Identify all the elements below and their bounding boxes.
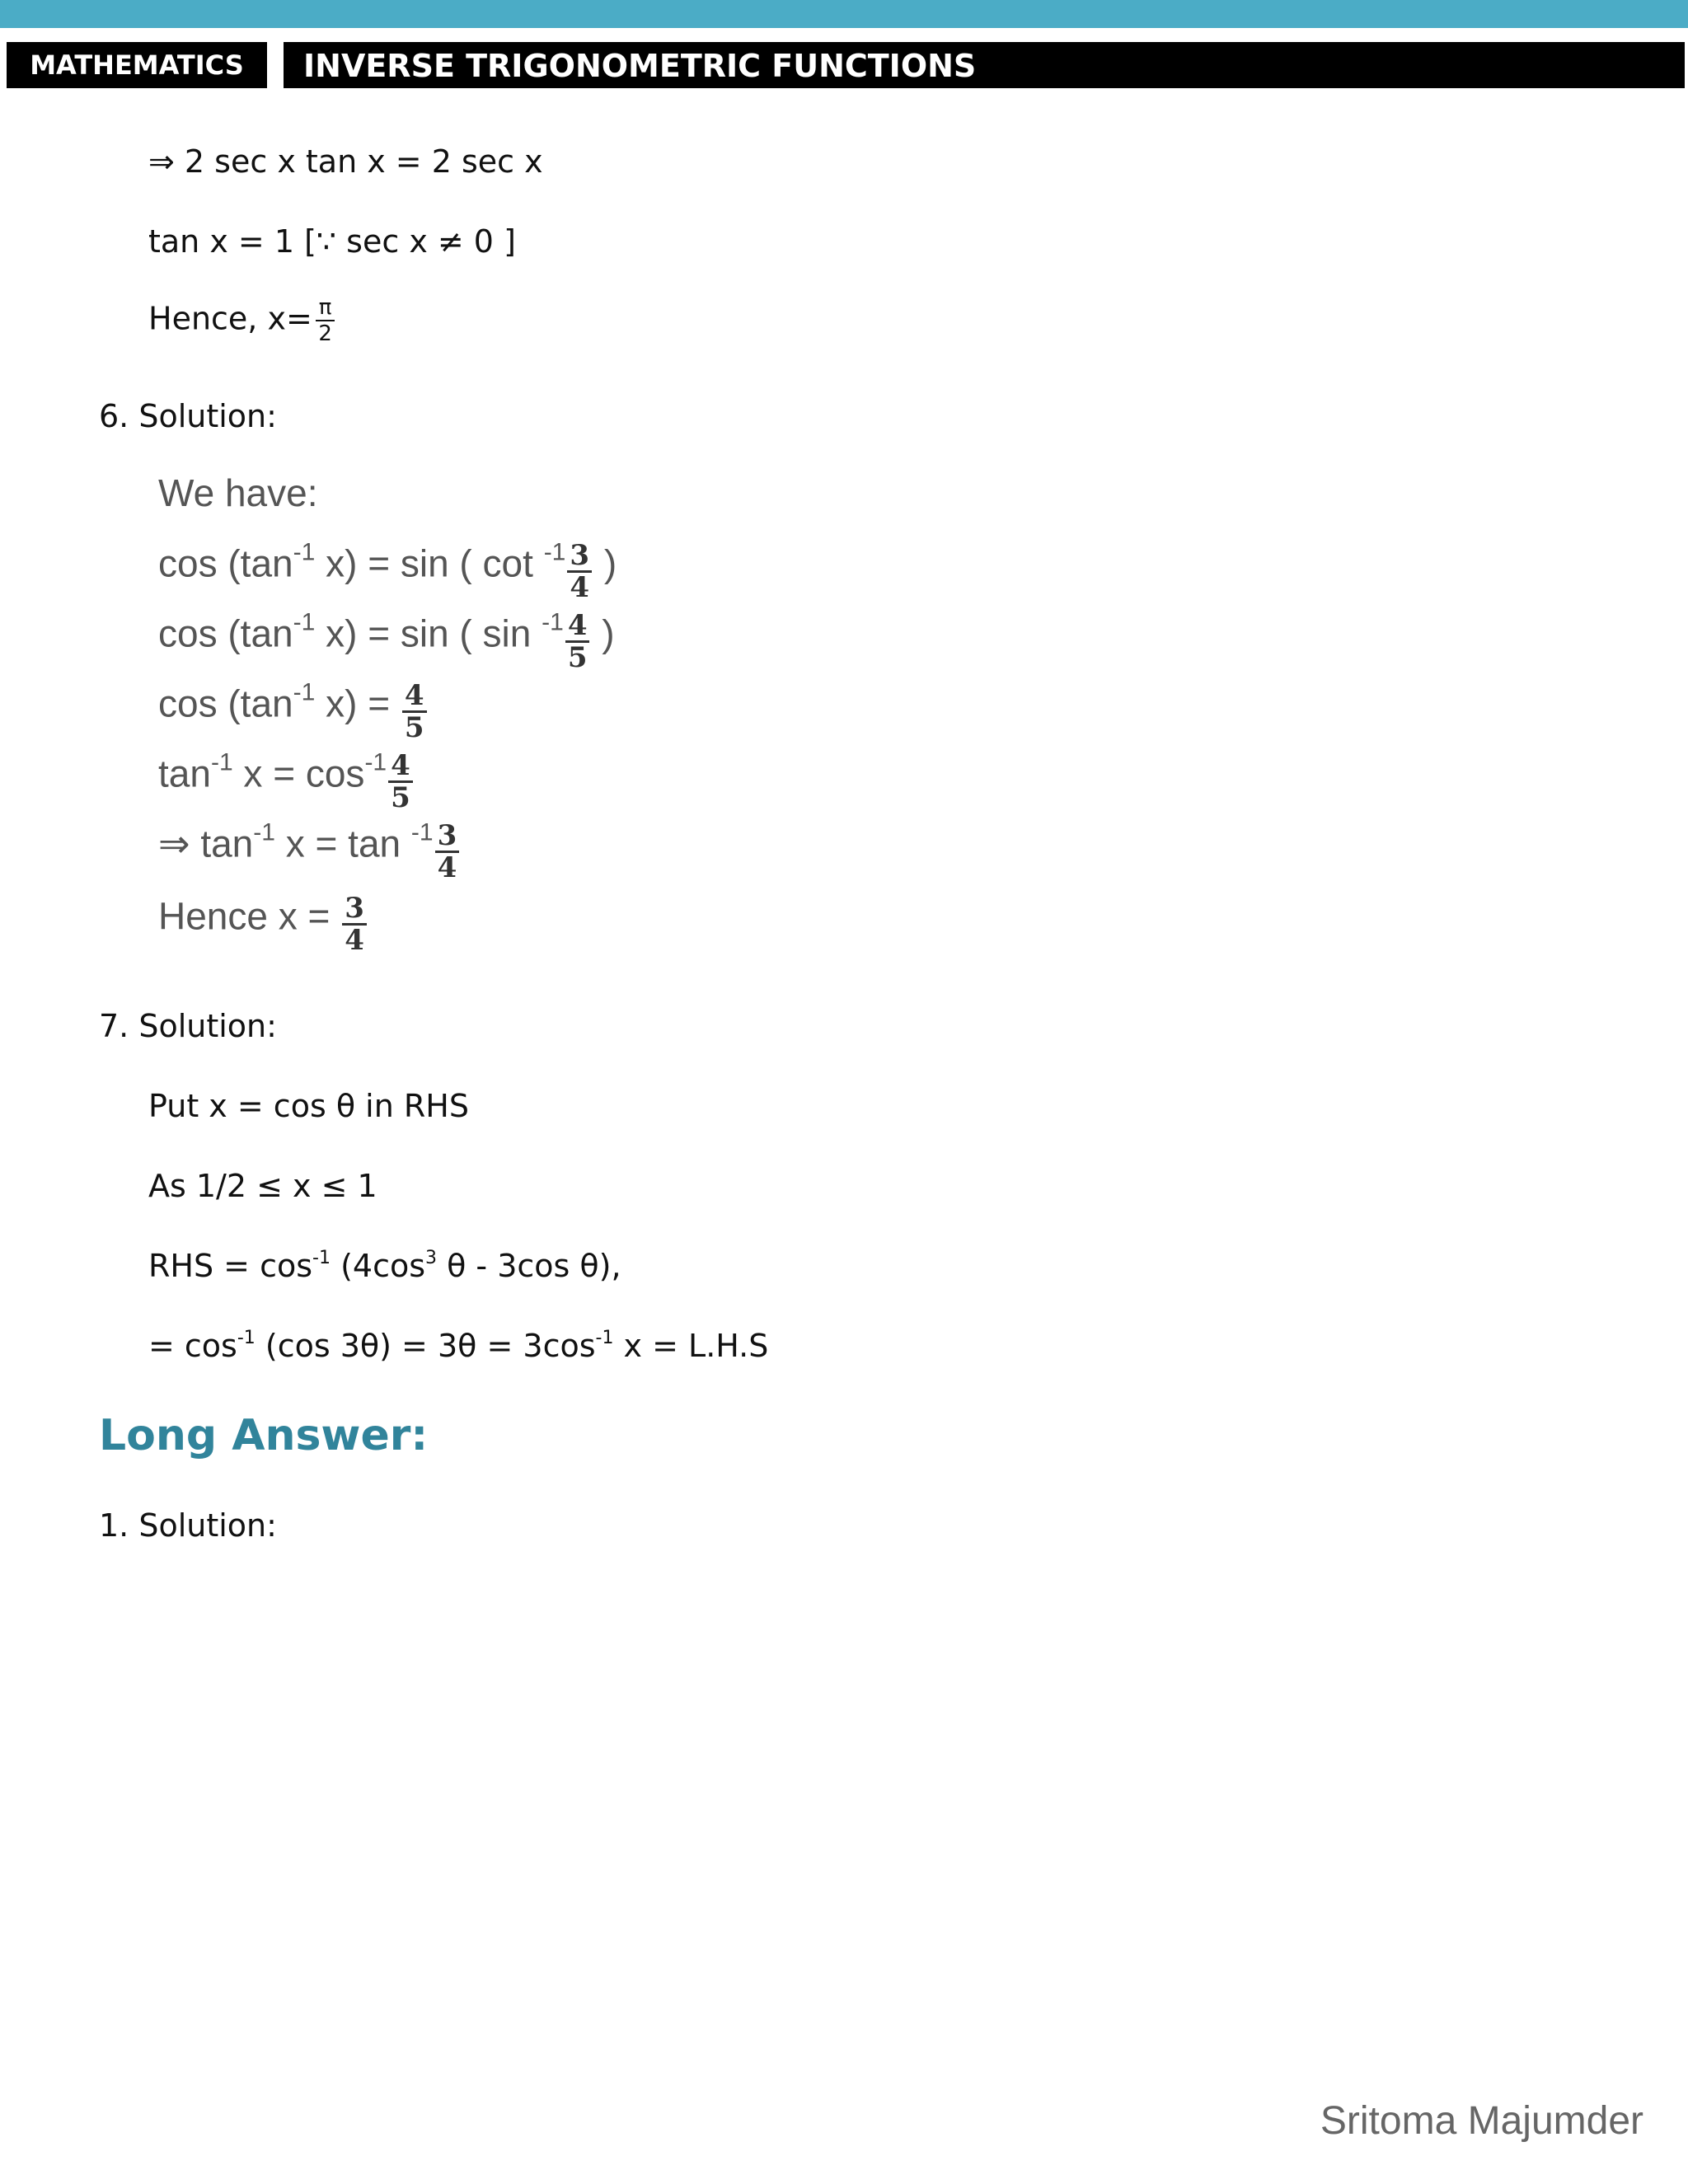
solution-label: 1. Solution: <box>99 1507 277 1544</box>
superscript: -1 <box>237 1328 256 1348</box>
fraction-denominator: 5 <box>404 711 424 744</box>
text-fragment: Hence, x= <box>148 300 312 337</box>
text-fragment: x = tan <box>274 822 411 865</box>
superscript: -1 <box>364 748 387 776</box>
text-fragment: x) = sin ( cot <box>315 541 544 585</box>
fraction-numerator: 4 <box>388 751 413 783</box>
text-fragment: tan <box>158 752 211 795</box>
fraction-numerator: 4 <box>565 611 590 643</box>
superscript: -1 <box>293 608 316 636</box>
fraction <box>567 541 592 602</box>
fraction-denominator: 4 <box>570 571 590 604</box>
superscript: 3 <box>425 1248 438 1268</box>
fraction-numerator: 3 <box>435 821 460 853</box>
text-fragment: RHS = cos <box>148 1248 313 1284</box>
math-row: We have: <box>158 471 318 514</box>
author-watermark: Sritoma Majumder <box>1320 2099 1643 2143</box>
text-line: tan x = 1 [∵ sec x ≠ 0 ] <box>148 223 516 260</box>
math-row <box>158 816 461 884</box>
fraction-denominator: 5 <box>391 781 410 814</box>
fraction-numerator: 3 <box>567 541 592 573</box>
text-fragment: ) <box>591 612 615 655</box>
superscript: -1 <box>293 538 316 566</box>
text-fragment: ) <box>593 541 617 585</box>
text-fragment: x = cos <box>232 752 365 795</box>
math-row <box>158 606 615 674</box>
superscript: -1 <box>410 818 434 846</box>
superscript: -1 <box>312 1248 331 1268</box>
top-accent-stripe <box>0 0 1688 28</box>
fraction <box>435 821 460 883</box>
text-line: As 1/2 ≤ x ≤ 1 <box>148 1168 377 1204</box>
text-line: ⇒ 2 sec x tan x = 2 sec x <box>148 143 543 180</box>
text-fragment: (cos 3θ) = 3θ = 3cos <box>255 1328 596 1364</box>
text-fragment: x) = sin ( sin <box>315 612 542 655</box>
fraction-denominator: 5 <box>567 641 588 674</box>
text-fragment: cos (tan <box>158 541 293 585</box>
text-fragment: x) = <box>315 682 401 725</box>
chapter-title-header: INVERSE TRIGONOMETRIC FUNCTIONS <box>284 42 1685 88</box>
section-heading: Long Answer: <box>99 1411 429 1460</box>
fraction <box>342 893 367 955</box>
fraction-numerator: π <box>316 295 335 321</box>
text-fragment: Hence x = <box>158 894 341 938</box>
superscript: -1 <box>595 1328 614 1348</box>
text-fragment: cos (tan <box>158 682 293 725</box>
fraction-denominator: 4 <box>345 924 364 957</box>
text-fragment: = cos <box>148 1328 237 1364</box>
text-fragment: x = L.H.S <box>613 1328 769 1364</box>
text-fragment: cos (tan <box>158 612 293 655</box>
superscript: -1 <box>253 818 275 846</box>
fraction <box>565 611 590 673</box>
superscript: -1 <box>542 608 564 636</box>
solution-label: 7. Solution: <box>99 1008 277 1044</box>
fraction-denominator: 4 <box>437 851 457 884</box>
text-fragment: ⇒ tan <box>158 822 254 865</box>
superscript: -1 <box>293 678 316 706</box>
text-line: Put x = cos θ in RHS <box>148 1088 469 1124</box>
math-row <box>158 746 415 814</box>
math-row <box>158 888 368 957</box>
fraction-numerator: 3 <box>342 893 367 926</box>
fraction-denominator: 2 <box>318 321 332 346</box>
fraction <box>316 295 335 346</box>
solution-label: 6. Solution: <box>99 398 277 434</box>
math-row <box>158 676 429 744</box>
text-fragment: (4cos <box>330 1248 426 1284</box>
subject-header: MATHEMATICS <box>7 42 267 88</box>
fraction <box>388 751 413 813</box>
text-line <box>148 1247 621 1285</box>
math-row <box>158 536 617 604</box>
text-line <box>148 1327 768 1365</box>
superscript: -1 <box>210 748 233 776</box>
fraction <box>402 681 427 743</box>
superscript: -1 <box>543 538 566 566</box>
fraction-numerator: 4 <box>402 681 427 713</box>
solution-6-figure <box>157 470 684 964</box>
text-fragment: θ - 3cos θ), <box>437 1248 621 1284</box>
text-line <box>148 295 335 346</box>
